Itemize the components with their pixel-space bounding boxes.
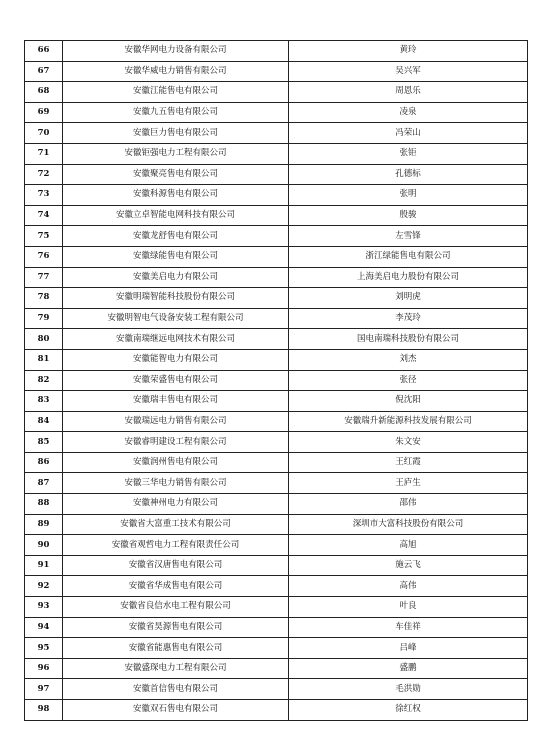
row-number: 80 [25,329,63,350]
company-name-cell: 安徽省汉唐售电有限公司 [63,555,289,576]
row-number: 91 [25,555,63,576]
company-name-cell: 安徽荣盛售电有限公司 [63,370,289,391]
table-row [25,205,528,226]
company-name-cell: 安徽润州售电有限公司 [63,452,289,473]
row-number: 85 [25,432,63,453]
table-row [25,638,528,659]
row-number: 88 [25,494,63,515]
table-row [25,473,528,494]
owner-name-cell: 张明 [289,185,528,206]
row-number: 76 [25,246,63,267]
table-row [25,102,528,123]
company-name-cell: 安徽盛琛电力工程有限公司 [63,658,289,679]
owner-name-cell: 施云飞 [289,555,528,576]
owner-name-cell: 毛洪勋 [289,679,528,700]
row-number: 84 [25,411,63,432]
row-number: 70 [25,123,63,144]
table-row [25,658,528,679]
row-number: 69 [25,102,63,123]
owner-name-cell: 凌泉 [289,102,528,123]
company-name-cell: 安徽三华电力销售有限公司 [63,473,289,494]
table-row [25,288,528,309]
table-row [25,41,528,62]
company-name-cell: 安徽科源售电有限公司 [63,185,289,206]
company-name-cell: 安徽省观哲电力工程有限责任公司 [63,535,289,556]
row-number: 90 [25,535,63,556]
company-name-cell: 安徽神州电力有限公司 [63,494,289,515]
table-row [25,164,528,185]
company-registry-table [24,40,528,721]
owner-name-cell: 刘明虎 [289,288,528,309]
row-number: 72 [25,164,63,185]
table-row [25,514,528,535]
company-name-cell: 安徽省能惠售电有限公司 [63,638,289,659]
row-number: 94 [25,617,63,638]
company-name-cell: 安徽明智电气设备安装工程有限公司 [63,308,289,329]
owner-name-cell: 盛鹏 [289,658,528,679]
owner-name-cell: 刘杰 [289,349,528,370]
row-number: 95 [25,638,63,659]
table-row [25,597,528,618]
owner-name-cell: 王红霞 [289,452,528,473]
owner-name-cell: 朱文安 [289,432,528,453]
company-name-cell: 安徽省大富重工技术有限公司 [63,514,289,535]
table-row [25,391,528,412]
owner-name-cell: 倪沈阳 [289,391,528,412]
row-number: 98 [25,700,63,721]
owner-name-cell: 浙江绿能售电有限公司 [289,246,528,267]
row-number: 78 [25,288,63,309]
row-number: 67 [25,61,63,82]
row-number: 89 [25,514,63,535]
company-name-cell: 安徽能智电力有限公司 [63,349,289,370]
company-name-cell: 安徽省良信水电工程有限公司 [63,597,289,618]
company-name-cell: 安徽华威电力销售有限公司 [63,61,289,82]
company-name-cell: 安徽立卓智能电网科技有限公司 [63,205,289,226]
owner-name-cell: 叶良 [289,597,528,618]
company-name-cell: 安徽聚亮售电有限公司 [63,164,289,185]
table-row [25,617,528,638]
owner-name-cell: 高旭 [289,535,528,556]
company-name-cell: 安徽首信售电有限公司 [63,679,289,700]
table-row [25,329,528,350]
owner-name-cell: 高伟 [289,576,528,597]
table-row [25,349,528,370]
owner-name-cell: 周恩乐 [289,82,528,103]
row-number: 77 [25,267,63,288]
company-name-cell: 安徽绿能售电有限公司 [63,246,289,267]
row-number: 71 [25,143,63,164]
row-number: 74 [25,205,63,226]
table-row [25,411,528,432]
company-name-cell: 安徽睿明建设工程有限公司 [63,432,289,453]
company-name-cell: 安徽明瑞智能科技股份有限公司 [63,288,289,309]
table-row [25,267,528,288]
table-row [25,679,528,700]
company-name-cell: 安徽龙舒售电有限公司 [63,226,289,247]
owner-name-cell: 上海美启电力股份有限公司 [289,267,528,288]
owner-name-cell: 孔德标 [289,164,528,185]
table-row [25,308,528,329]
row-number: 75 [25,226,63,247]
row-number: 83 [25,391,63,412]
company-name-cell: 安徽江能售电有限公司 [63,82,289,103]
owner-name-cell: 左雪锋 [289,226,528,247]
row-number: 92 [25,576,63,597]
owner-name-cell: 国电南瑞科技股份有限公司 [289,329,528,350]
owner-name-cell: 吴兴军 [289,61,528,82]
table-row [25,185,528,206]
company-name-cell: 安徽美启电力有限公司 [63,267,289,288]
table-row [25,246,528,267]
owner-name-cell: 深圳市大富科技股份有限公司 [289,514,528,535]
row-number: 93 [25,597,63,618]
table-row [25,123,528,144]
owner-name-cell: 徐红权 [289,700,528,721]
row-number: 73 [25,185,63,206]
company-name-cell: 安徽省华成售电有限公司 [63,576,289,597]
table-row [25,143,528,164]
table-row [25,61,528,82]
table-body [25,41,528,721]
owner-name-cell: 王庐生 [289,473,528,494]
table-row [25,535,528,556]
company-name-cell: 安徽省昊源售电有限公司 [63,617,289,638]
table-row [25,226,528,247]
company-name-cell: 安徽瑞远电力销售有限公司 [63,411,289,432]
company-name-cell: 安徽华网电力设备有限公司 [63,41,289,62]
owner-name-cell: 张钜 [289,143,528,164]
company-name-cell: 安徽九五售电有限公司 [63,102,289,123]
row-number: 87 [25,473,63,494]
company-name-cell: 安徽双石售电有限公司 [63,700,289,721]
row-number: 81 [25,349,63,370]
row-number: 79 [25,308,63,329]
company-name-cell: 安徽钜强电力工程有限公司 [63,143,289,164]
company-name-cell: 安徽巨力售电有限公司 [63,123,289,144]
row-number: 86 [25,452,63,473]
owner-name-cell: 李茂玲 [289,308,528,329]
table-row [25,555,528,576]
owner-name-cell: 车佳祥 [289,617,528,638]
table-row [25,576,528,597]
company-name-cell: 安徽瑞丰售电有限公司 [63,391,289,412]
row-number: 97 [25,679,63,700]
table-row [25,494,528,515]
table-row [25,370,528,391]
row-number: 82 [25,370,63,391]
table-row [25,432,528,453]
owner-name-cell: 冯荣山 [289,123,528,144]
table-row [25,82,528,103]
row-number: 96 [25,658,63,679]
table-row [25,452,528,473]
row-number: 66 [25,41,63,62]
owner-name-cell: 黄玲 [289,41,528,62]
owner-name-cell: 殷骏 [289,205,528,226]
table-row [25,700,528,721]
owner-name-cell: 张径 [289,370,528,391]
owner-name-cell: 吕峰 [289,638,528,659]
company-name-cell: 安徽南瑞继远电网技术有限公司 [63,329,289,350]
owner-name-cell: 安徽瑞升新能源科技发展有限公司 [289,411,528,432]
owner-name-cell: 邵伟 [289,494,528,515]
row-number: 68 [25,82,63,103]
